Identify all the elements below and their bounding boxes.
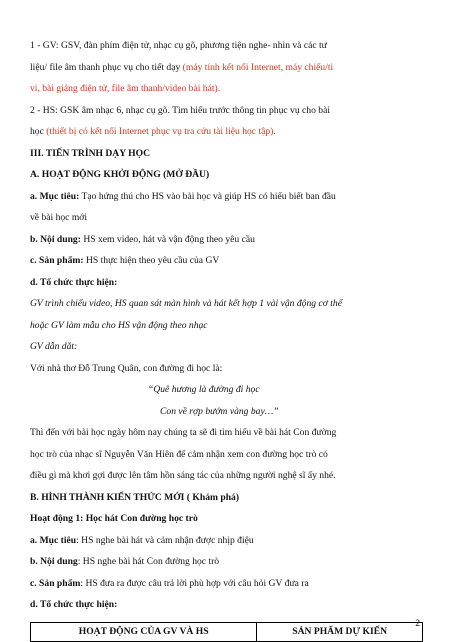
- activityB-content-text: : HS nghe bài hát Con đường học trò: [77, 556, 220, 567]
- prep-gv-line2-red: (máy tính kết nối Internet, máy chiếu/ti: [182, 61, 334, 73]
- activityA-para1-text: Thì đến với bài học ngày hôm nay chúng ta sẽ đi tìm hiểu về bài hát Con đường: [30, 427, 337, 438]
- activityA-org-label-text: d. Tổ chức thực hiện:: [30, 276, 118, 288]
- activityA-org-italic2-text: hoặc GV làm mẫu cho HS vận động theo nhạc: [30, 319, 208, 331]
- prep-hs-line2-red: (thiết bị có kết nối Internet phục vụ tra cứu tài liệu học tập).: [46, 126, 276, 137]
- activityB-content: [30, 556, 219, 568]
- activityA-goal-label: a. Mục tiêu:: [30, 190, 80, 202]
- prep-gv-line2-text: liệu/ file âm thanh phục vụ cho tiết dạy: [30, 61, 183, 73]
- activityB-org-label-text: d. Tổ chức thực hiện:: [30, 599, 118, 610]
- lesson-plan-table: [30, 622, 423, 642]
- prep-hs-line2-text: học: [30, 126, 47, 137]
- activityB-org-label: [30, 599, 117, 611]
- prep-gv-line1: [30, 40, 327, 52]
- activityA-para1: [30, 427, 336, 439]
- activityA-content-text: HS xem video, hát và vận động theo yêu cầu: [80, 233, 255, 245]
- prep-gv-line1-text: 1 - GV: GSV, đàn phím điện tử, nhạc cụ gõ, phương tiện nghe- nhìn và các tư: [30, 40, 327, 51]
- hd1-title-text: Hoạt động 1: Học hát Con đường học trò: [30, 513, 198, 524]
- header-activities: HOẠT ĐỘNG CỦA GV VÀ HS: [31, 622, 257, 641]
- activityA-org-italic2: [30, 320, 208, 332]
- page-number: 2: [415, 618, 420, 629]
- activityB-title-text: B. HÌNH THÀNH KIẾN THỨC MỚI ( Khám phá): [30, 491, 240, 503]
- activityA-intro-label-text: GV dẫn dắt:: [30, 341, 78, 352]
- activityA-goal-cont-text: về bài học mới: [30, 212, 88, 223]
- activityB-product: [30, 578, 309, 590]
- header-expected-products: SẢN PHẨM DỰ KIẾN: [257, 622, 423, 641]
- activityA-org-italic1-text: GV trình chiếu video, HS quan sát màn hình và hát kết hợp 1 vài vận động cơ thể: [30, 298, 342, 309]
- table-header-row: [31, 622, 423, 641]
- activityA-intro-text: [30, 363, 222, 375]
- activityA-product-label: c. Sản phẩm:: [30, 255, 84, 266]
- activityB-goal-text: : HS nghe bài hát và cảm nhận được nhịp điệu: [76, 534, 254, 546]
- section3-title: [30, 148, 150, 160]
- poem-line2: [160, 406, 279, 418]
- prep-gv-line2: [30, 62, 333, 74]
- activityB-content-label: b. Nội dung: [30, 556, 78, 567]
- activityA-para2: [30, 449, 328, 461]
- activityA-intro-text-text: Với nhà thơ Đỗ Trung Quân, con đường đi học là:: [30, 362, 223, 374]
- activityA-goal-cont: [30, 212, 87, 224]
- activityA-content: [30, 234, 255, 246]
- activityA-product: [30, 255, 219, 267]
- activityA-product-text: HS thực hiện theo yêu cầu của GV: [83, 255, 220, 266]
- activityA-content-label: b. Nội dung:: [30, 233, 81, 245]
- hd1-title: [30, 513, 198, 525]
- activityA-intro-label: [30, 341, 77, 353]
- activityB-title: [30, 492, 239, 504]
- activityA-para3-text: điều gì mà khơi gợi được lên tâm hồn sáng tác của những người nghệ sĩ ấy nhé.: [30, 470, 336, 481]
- activityA-org-label: [30, 277, 117, 289]
- activityA-para3: [30, 470, 336, 482]
- poem-line1: [148, 384, 260, 396]
- prep-hs-line2: [30, 126, 276, 138]
- activityA-goal: [30, 191, 336, 203]
- activityB-goal-label: a. Mục tiêu: [30, 534, 77, 546]
- prep-hs-line1: [30, 105, 330, 117]
- poem-line2-text: Con về rợp bướm vàng bay…”: [160, 405, 279, 417]
- activityB-goal: [30, 535, 254, 547]
- activityB-product-label: c. Sản phẩm: [30, 577, 81, 589]
- activityA-title-text: A. HOẠT ĐỘNG KHỞI ĐỘNG (MỞ ĐẦU): [30, 169, 210, 180]
- activityA-goal-text: Tạo hứng thú cho HS vào bài học và giúp HS có hiểu biết ban đầu: [79, 190, 336, 202]
- poem-line1-text: “Quê hương là đường đi học: [148, 384, 260, 395]
- section3-title-text: III. TIẾN TRÌNH DẠY HỌC: [30, 147, 151, 159]
- activityA-para2-text: học trò của nhạc sĩ Nguyễn Văn Hiên để cảm nhận xem con đường học trò có: [30, 448, 328, 460]
- prep-gv-line3: [30, 83, 220, 95]
- activityA-org-italic1: [30, 298, 342, 310]
- prep-gv-line3-text: vi, bài giảng điện tử, file âm thanh/video bài hát).: [30, 83, 221, 94]
- activityA-title: [30, 169, 209, 181]
- prep-hs-line1-text: 2 - HS: GSK âm nhạc 6, nhạc cụ gõ. Tìm hiểu trước thông tin phục vụ cho bài: [30, 104, 330, 116]
- activityB-product-text: : HS đưa ra được câu trả lời phù hợp với câu hỏi GV đưa ra: [80, 577, 309, 589]
